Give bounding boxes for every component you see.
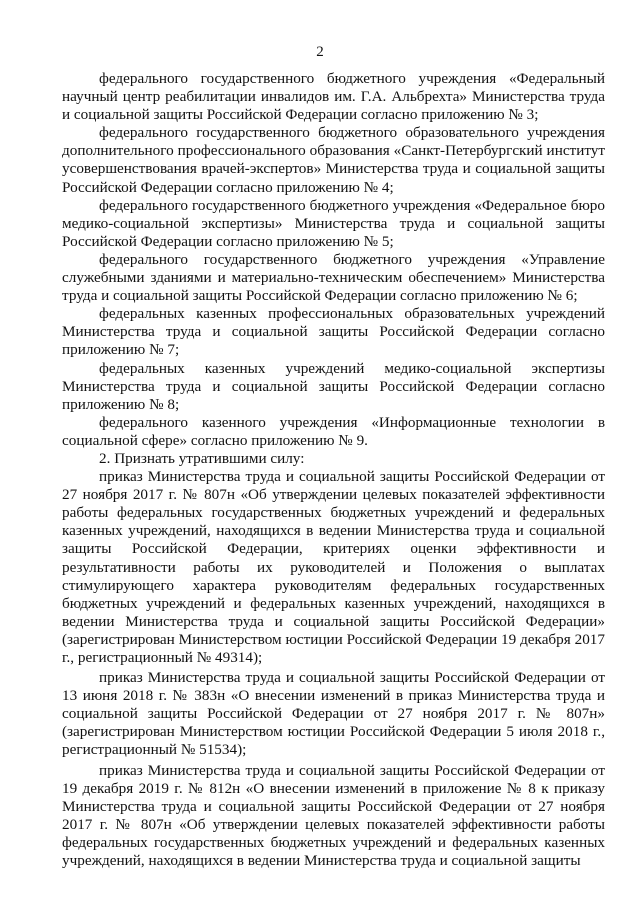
document-body [62, 70, 605, 870]
paragraph: приказ Министерства труда и социальной защиты Российской Федерации от 13 июня 2018 г. № 383н «О внесении изменений в приказ Министерства труда и социальной защиты Российской Федерации от 27 ноября 2017 г. № 807н» (зарегистрирован Министерством юстиции Российской Федерации 5 июля 2018 г., регистрационный № 51534); [62, 669, 605, 759]
paragraph: федерального государственного бюджетного образовательного учреждения дополнительного профессионального образования «Санкт-Петербургский институт усовершенствования врачей-экспертов» Министерства труда и социальной защиты Российской Федерации согласно приложению № 4; [62, 124, 605, 196]
paragraph: федерального государственного бюджетного учреждения «Управление служебными зданиями и материально-техническим обеспечением» Министерства труда и социальной защиты Российской Федерации согласно приложению № 6; [62, 250, 605, 305]
page-number: 2 [316, 44, 324, 60]
paragraph: приказ Министерства труда и социальной защиты Российской Федерации от 19 декабря 2019 г. № 812н «О внесении изменений в приложение № 8 к приказу Министерства труда и социальной защиты Российской Федерации от 27 ноября 2017 г. № 807н «Об утверждении целевых показателей эффективности работы федеральных государственных бюджетных учреждений и федеральных казенных учреждений, находящихся в ведении Министерства труда и социальной защиты [62, 761, 605, 870]
paragraph: федерального казенного учреждения «Информационные технологии в социальной сфере» согласно приложению № 9. [62, 413, 605, 449]
paragraph: федерального государственного бюджетного учреждения «Федеральное бюро медико-социальной экспертизы» Министерства труда и социальной защиты Российской Федерации согласно приложению № 5; [62, 196, 605, 250]
paragraph: федеральных казенных учреждений медико-социальной экспертизы Министерства труда и социальной защиты Российской Федерации согласно приложению № 8; [62, 359, 605, 413]
paragraph: федеральных казенных профессиональных образовательных учреждений Министерства труда и социальной защиты Российской Федерации согласно приложению № 7; [62, 305, 605, 359]
section-heading: 2. Признать утратившими силу: [99, 449, 305, 467]
paragraph: федерального государственного бюджетного учреждения «Федеральный научный центр реабилитации инвалидов им. Г.А. Альбрехта» Министерства труда и социальной защиты Российской Федерации согласно приложению № 3; [62, 70, 605, 124]
paragraph: приказ Министерства труда и социальной защиты Российской Федерации от 27 ноября 2017 г. № 807н «Об утверждении целевых показателей эффективности работы федеральных государственных бюджетных учреждений и федеральных казенных учреждений, находящихся в ведении Министерства труда и социальной защиты Российской Федерации, критериях оценки эффективности и результативности работы их руководителей и Положения о выплатах стимулирующего характера руководителям федеральных государственных бюджетных учреждений и федеральных казенных учреждений, находящихся в ведении Министерства труда и социальной защиты Российской Федерации» (зарегистрирован Министерством юстиции Российской Федерации 19 декабря 2017 г., регистрационный № 49314); [62, 468, 605, 666]
